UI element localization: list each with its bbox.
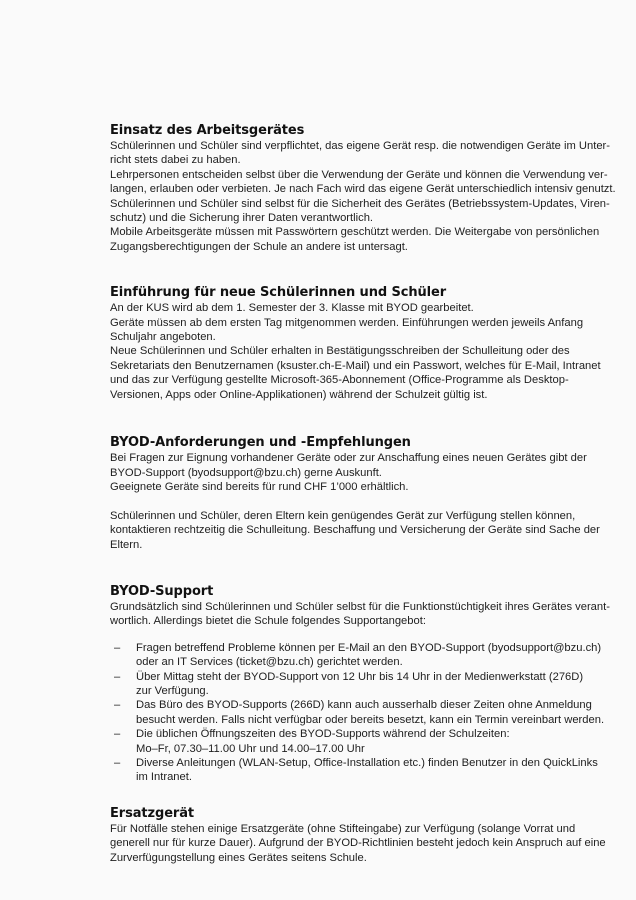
dash-bullet-icon: – — [114, 699, 121, 712]
section-heading: BYOD-Support — [110, 583, 214, 599]
text-line: BYOD-Support (byodsupport@bzu.ch) gerne Auskunft. — [110, 466, 382, 479]
dash-bullet-icon: – — [114, 756, 121, 769]
support-list — [110, 641, 605, 785]
dash-bullet-icon: – — [114, 641, 121, 654]
text-line: Mo–Fr, 07.30–11.00 Uhr und 14.00–17.00 Uhr — [136, 742, 365, 755]
list-item — [110, 727, 590, 756]
text-line: Diverse Anleitungen (WLAN-Setup, Office-Installation etc.) finden Benutzer in den QuickLinks — [136, 756, 598, 769]
section-heading: Ersatzgerät — [110, 805, 195, 821]
text-line: Über Mittag steht der BYOD-Support von 12 Uhr bis 14 Uhr in der Medienwerkstatt (276D) — [136, 670, 584, 683]
section-ersatzgeraet — [110, 805, 606, 865]
text-line: wortlich. Allerdings bietet die Schule folgendes Supportangebot: — [110, 615, 426, 628]
list-item — [110, 756, 598, 785]
text-line: kontaktieren rechtzeitig die Schulleitung. Beschaffung und Versicherung der Geräte sind Sache der — [110, 524, 600, 537]
text-line: besucht werden. Falls nicht verfügbar oder bereits besetzt, kann ein Termin vereinbart werden. — [136, 713, 605, 726]
text-line: Geräte müssen ab dem ersten Tag mitgenommen werden. Einführungen werden jeweils Anfang — [110, 316, 584, 329]
section-body — [110, 301, 601, 402]
text-line: Schuljahr angeboten. — [110, 331, 216, 344]
text-line: Sekretariats den Benutzernamen (ksuster.ch-E-Mail) und ein Passwort, welches für E-Mail, Intranet — [110, 359, 601, 372]
text-line: Neue Schülerinnen und Schüler erhalten in Bestätigungsschreiben der Schulleitung oder des — [110, 345, 570, 358]
text-line: Geeignete Geräte sind bereits für rund CHF 1’000 erhältlich. — [110, 480, 409, 493]
section-body — [110, 822, 606, 865]
text-line: Bei Fragen zur Eignung vorhandener Geräte oder zur Anschaffung eines neuen Gerätes gibt der — [110, 452, 587, 465]
section-body — [110, 600, 610, 785]
text-line: oder an IT Services (ticket@bzu.ch) gerichtet werden. — [136, 656, 403, 669]
document-page — [110, 123, 616, 865]
section-heading: Einsatz des Arbeitsgerätes — [110, 123, 305, 138]
text-line: im Intranet. — [136, 771, 192, 784]
section-heading: BYOD-Anforderungen und -Empfehlungen — [110, 435, 411, 451]
text-line: An der KUS wird ab dem 1. Semester der 3. Klasse mit BYOD gearbeitet. — [110, 302, 474, 315]
text-line: schutz) und die Sicherung ihrer Daten verantwortlich. — [110, 212, 374, 225]
text-line: Eltern. — [110, 538, 143, 551]
text-line: zur Verfügung. — [136, 684, 209, 697]
section-anforderungen — [110, 435, 600, 552]
section-body — [110, 451, 600, 552]
text-line: und das zur Verfügung gestellte Microsoft-365-Abonnement (Office-Programme als Desktop- — [110, 374, 569, 387]
text-line: Grundsätzlich sind Schülerinnen und Schüler selbst für die Funktionstüchtigkeit ihres Gerätes verant- — [110, 600, 610, 613]
text-line: Schülerinnen und Schüler, deren Eltern kein genügendes Gerät zur Verfügung stellen können, — [110, 509, 576, 522]
text-line: Schülerinnen und Schüler sind verpflichtet, das eigene Gerät resp. die notwendigen Geräte im Unter- — [110, 140, 610, 152]
section-support — [110, 583, 610, 785]
list-item — [110, 641, 602, 670]
list-item — [110, 670, 590, 699]
text-line: Das Büro des BYOD-Supports (266D) kann auch ausserhalb dieser Zeiten ohne Anmeldung — [136, 699, 592, 712]
text-line: langen, erlauben oder verbieten. Je nach Fach wird das eigene Gerät unterschiedlich intensiv genutzt. — [110, 183, 616, 196]
section-einsatz — [110, 123, 616, 254]
text-line: Fragen betreffend Probleme können per E-Mail an den BYOD-Support (byodsupport@bzu.ch) — [136, 641, 602, 654]
text-line: Versionen, Apps oder Online-Applikationen) während der Schulzeit gültig ist. — [110, 388, 488, 401]
section-heading: Einführung für neue Schülerinnen und Schüler — [110, 285, 447, 301]
text-line: richt stets dabei zu haben. — [110, 154, 241, 167]
text-line: Für Notfälle stehen einige Ersatzgeräte (ohne Stifteingabe) zur Verfügung (solange Vorrat und — [110, 822, 576, 835]
dash-bullet-icon: – — [114, 728, 121, 741]
paragraph-gap — [110, 494, 590, 508]
text-line: Mobile Arbeitsgeräte müssen mit Passwörtern geschützt werden. Die Weitergabe von persönlichen — [110, 226, 600, 239]
text-line: Die üblichen Öffnungszeiten des BYOD-Supports während der Schulzeiten: — [136, 728, 510, 741]
dash-bullet-icon: – — [114, 670, 121, 683]
text-line: Lehrpersonen entscheiden selbst über die Verwendung der Geräte und können die Verwendung ver- — [110, 168, 608, 181]
text-line: generell nur für kurze Dauer). Aufgrund der BYOD-Richtlinien besteht jedoch kein Anspruch auf eine — [110, 837, 606, 850]
text-line: Zugangsberechtigungen der Schule an andere ist untersagt. — [110, 240, 408, 253]
paragraph-gap — [110, 629, 590, 641]
section-body — [110, 139, 616, 254]
text-line: Zurverfügungstellung eines Gerätes seitens Schule. — [110, 851, 367, 864]
section-einfuehrung — [110, 285, 601, 402]
text-line: Schülerinnen und Schüler sind selbst für die Sicherheit des Gerätes (Betriebssystem-Updates, Viren- — [110, 197, 610, 210]
list-item — [110, 698, 605, 727]
